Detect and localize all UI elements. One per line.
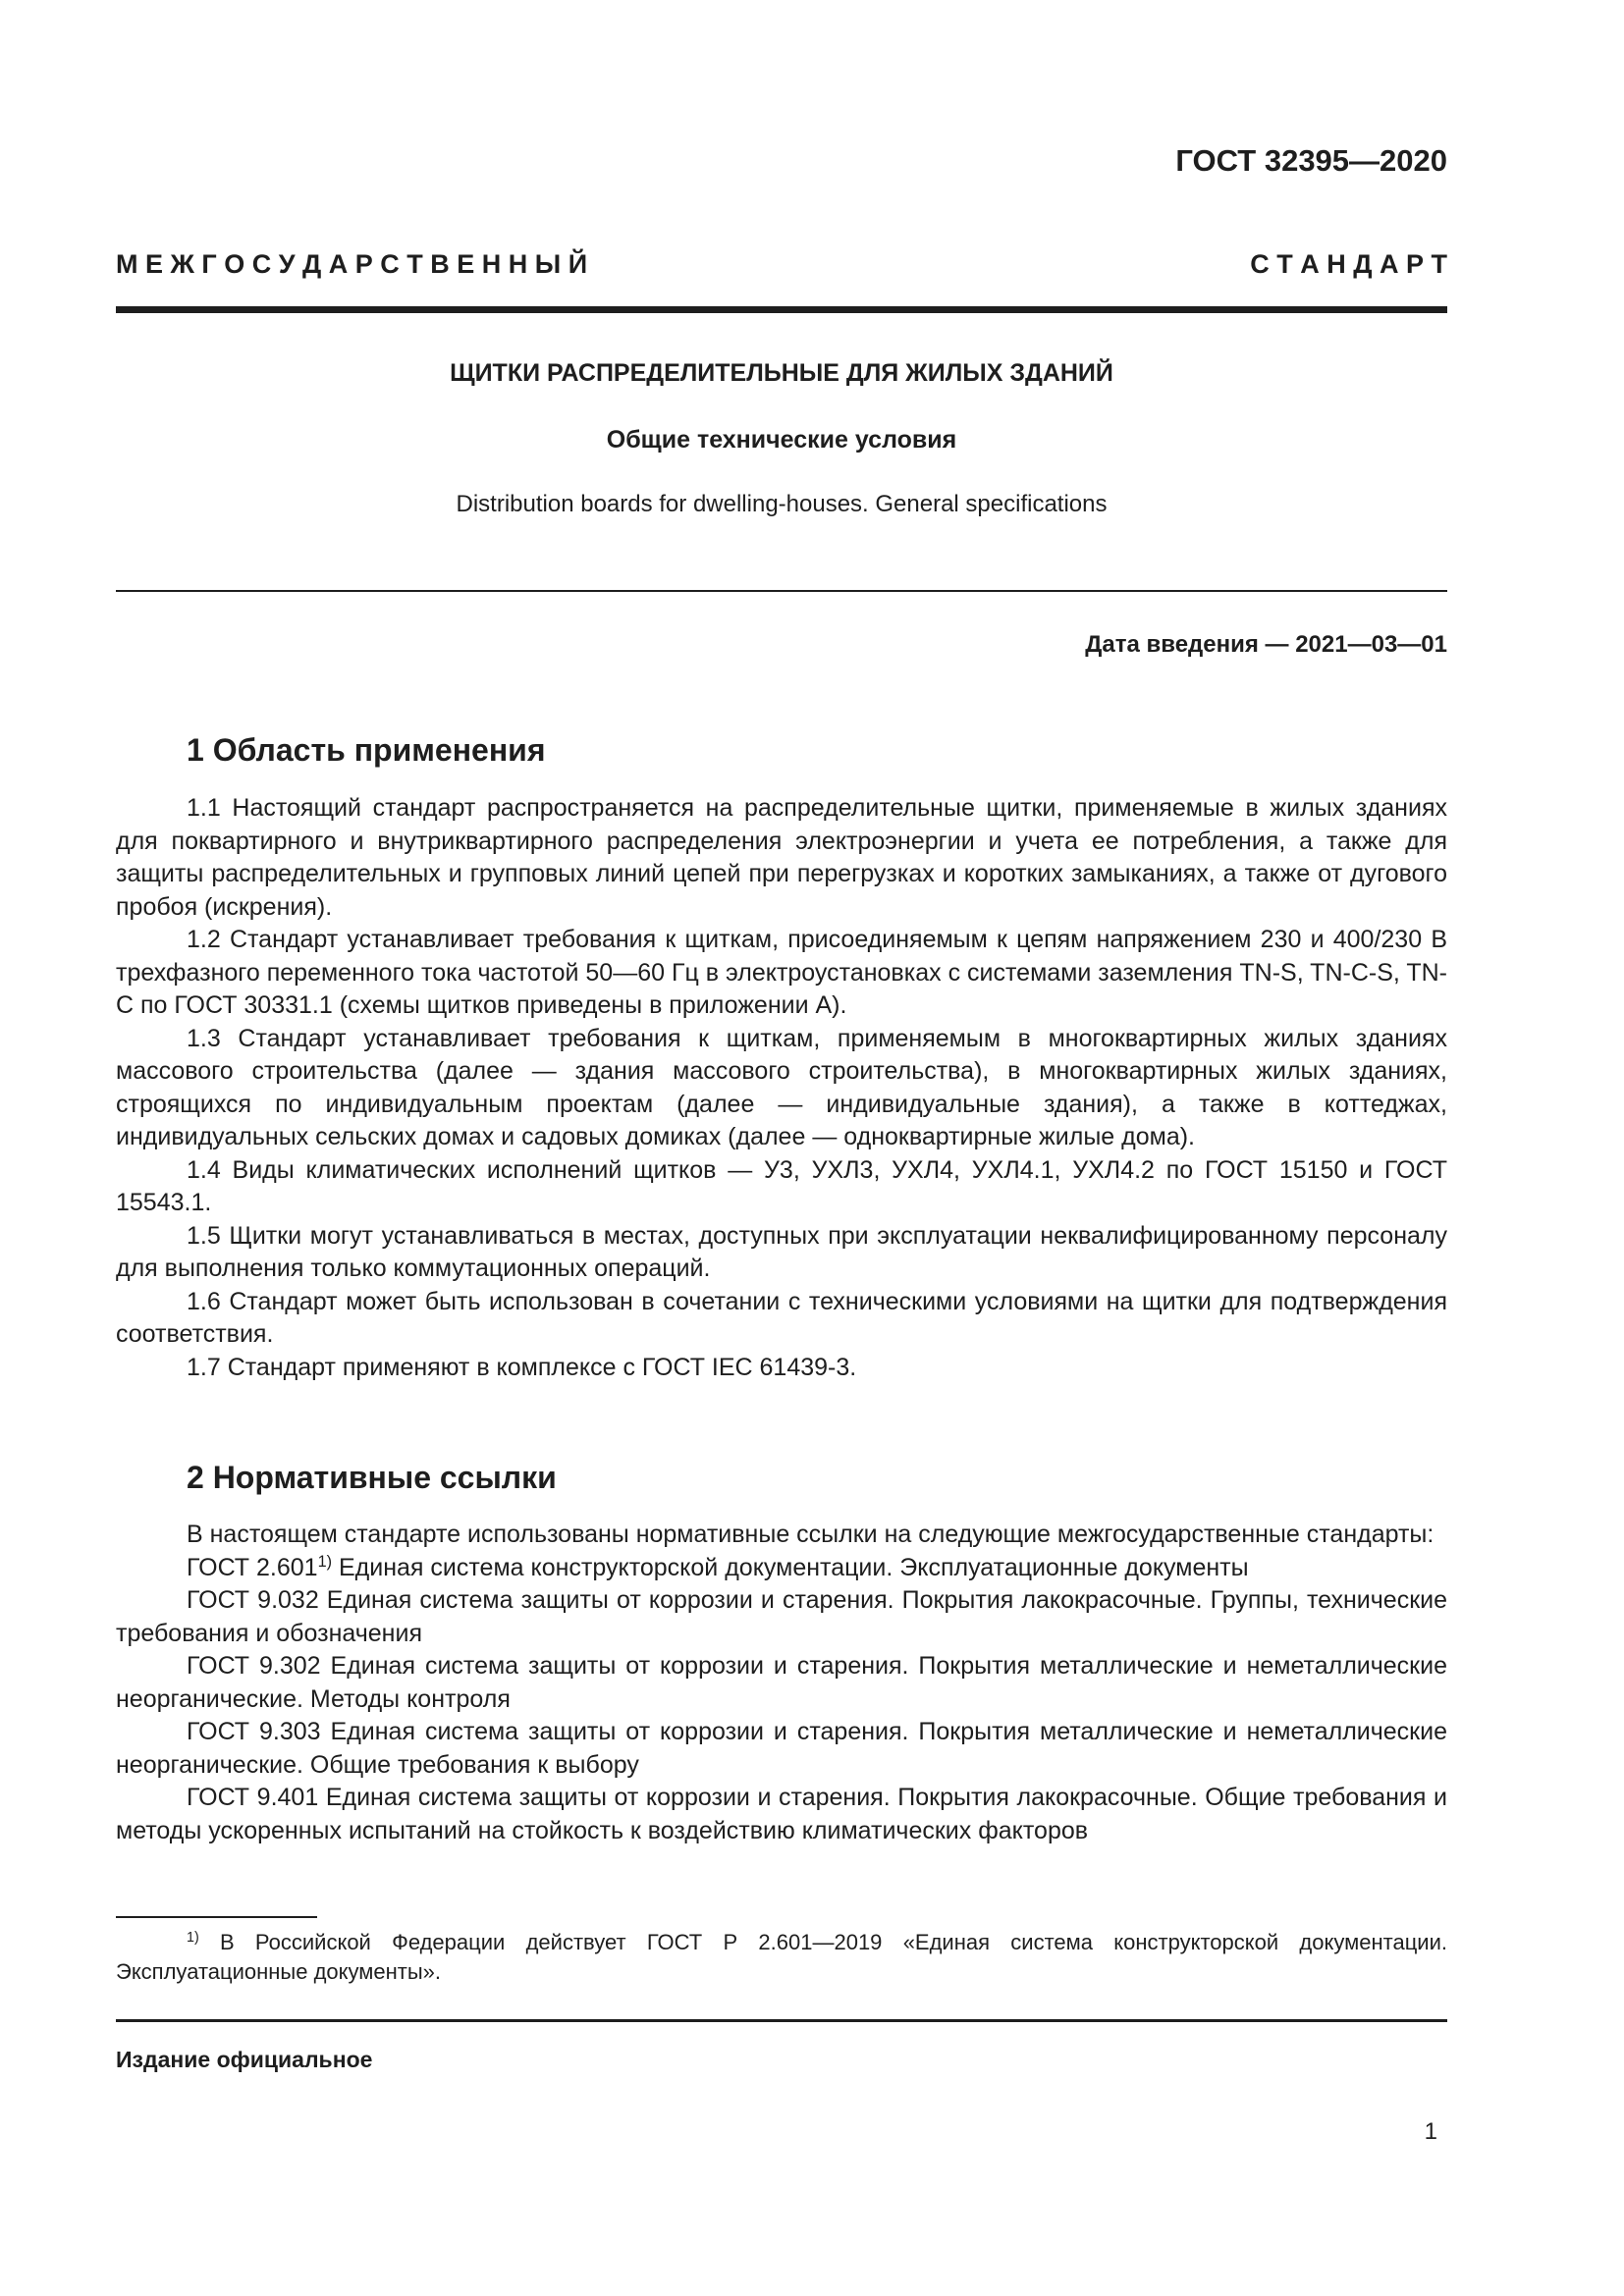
reference-item: ГОСТ 9.303 Единая система защиты от коррозии и старения. Покрытия металлические и неметаллические неорганические. Общие требования к выбору — [116, 1718, 1447, 1779]
reference-item: ГОСТ 9.302 Единая система защиты от коррозии и старения. Покрытия металлические и неметаллические неорганические. Методы контроля — [116, 1652, 1447, 1713]
reference-item: ГОСТ 9.401 Единая система защиты от коррозии и старения. Покрытия лакокрасочные. Общие требования и методы ускоренных испытаний на стойкость к воздействию климатических факторов — [116, 1784, 1447, 1844]
paragraph-1-2: 1.2 Стандарт устанавливает требования к щиткам, присоединяемым к цепям напряжением 230 и 400/230 В трехфазного переменного тока частотой 50—60 Гц в электроустановках с системами заземления TN-S, TN-C-S, TN-C по ГОСТ 30331.1 (схемы щитков приведены в приложении А). — [116, 926, 1447, 1019]
reference-code: ГОСТ 2.601 — [187, 1553, 318, 1581]
footnote-separator — [116, 1916, 317, 1918]
introduction-date: Дата введения — 2021—03—01 — [1085, 631, 1447, 658]
header-divider — [116, 306, 1447, 313]
reference-item: ГОСТ 9.032 Единая система защиты от коррозии и старения. Покрытия лакокрасочные. Группы, технические требования и обозначения — [116, 1586, 1447, 1647]
footnote-mark: 1) — [187, 1930, 199, 1947]
reference-item — [116, 1552, 1447, 1585]
official-edition-label: Издание официальное — [116, 2047, 373, 2072]
interstate-word: М Е Ж Г О С У Д А Р С Т В Е Н Н Ы Й — [116, 249, 588, 279]
section-2-intro: В настоящем стандарте использованы нормативные ссылки на следующие межгосударственные стандарты: — [187, 1521, 1435, 1548]
paragraph-1-1: 1.1 Настоящий стандарт распространяется на распределительные щитки, применяемые в жилых зданиях для поквартирного и внутриквартирного распределения электроэнергии и учета ее потребления, а также для защиты распределительных и групповых линий цепей при перегрузках и коротких замыканиях, а также от дугового пробоя (искрения). — [116, 794, 1447, 921]
paragraph-1-4: 1.4 Виды климатических исполнений щитков — У3, УХЛ3, УХЛ4, УХЛ4.1, УХЛ4.2 по ГОСТ 15150 и ГОСТ 15543.1. — [116, 1155, 1447, 1216]
reference-text: Единая система конструкторской документации. Эксплуатационные документы — [332, 1553, 1249, 1581]
footnote-reference-mark[interactable]: 1) — [317, 1552, 333, 1571]
document-title: ЩИТКИ РАСПРЕДЕЛИТЕЛЬНЫЕ ДЛЯ ЖИЛЫХ ЗДАНИЙ — [450, 359, 1113, 387]
paragraph-1-5: 1.5 Щитки могут устанавливаться в местах, доступных при эксплуатации неквалифицированному персоналу для выполнения только коммутационных операций. — [116, 1221, 1447, 1282]
paragraph-1-6: 1.6 Стандарт может быть использован в сочетании с техническими условиями на щитки для подтверждения соответствия. — [116, 1287, 1447, 1348]
document-title-english: Distribution boards for dwelling-houses. General specifications — [456, 491, 1108, 517]
footnote — [116, 1928, 1447, 1987]
section-2-heading: 2 Нормативные ссылки — [187, 1460, 557, 1495]
section-1-heading: 1 Область применения — [187, 732, 546, 768]
section-2-body — [116, 1519, 1447, 1847]
document-subtitle: Общие технические условия — [606, 426, 957, 454]
title-divider — [116, 590, 1447, 592]
paragraph-1-7: 1.7 Стандарт применяют в комплексе с ГОСТ IEC 61439-3. — [187, 1353, 857, 1381]
page-number: 1 — [1424, 2118, 1437, 2145]
interstate-standard-label — [116, 249, 1447, 280]
standard-word: С Т А Н Д А Р Т — [1250, 249, 1447, 279]
section-1-body — [116, 792, 1447, 1384]
document-code: ГОСТ 32395—2020 — [1175, 143, 1447, 178]
paragraph-1-3: 1.3 Стандарт устанавливает требования к щиткам, применяемым в многоквартирных жилых зданиях массового строительства (далее — здания массового строительства), в многоквартирных жилых зданиях, строящихся по индивидуальным проектам (далее — индивидуальные здания), а также в коттеджах, индивидуальных сельских домах и садовых домиках (далее — одноквартирные жилые дома). — [116, 1024, 1447, 1150]
footnote-text: В Российской Федерации действует ГОСТ Р 2.601—2019 «Единая система конструкторской документации. Эксплуатационные документы». — [116, 1930, 1447, 1984]
footer-divider — [116, 2019, 1447, 2022]
